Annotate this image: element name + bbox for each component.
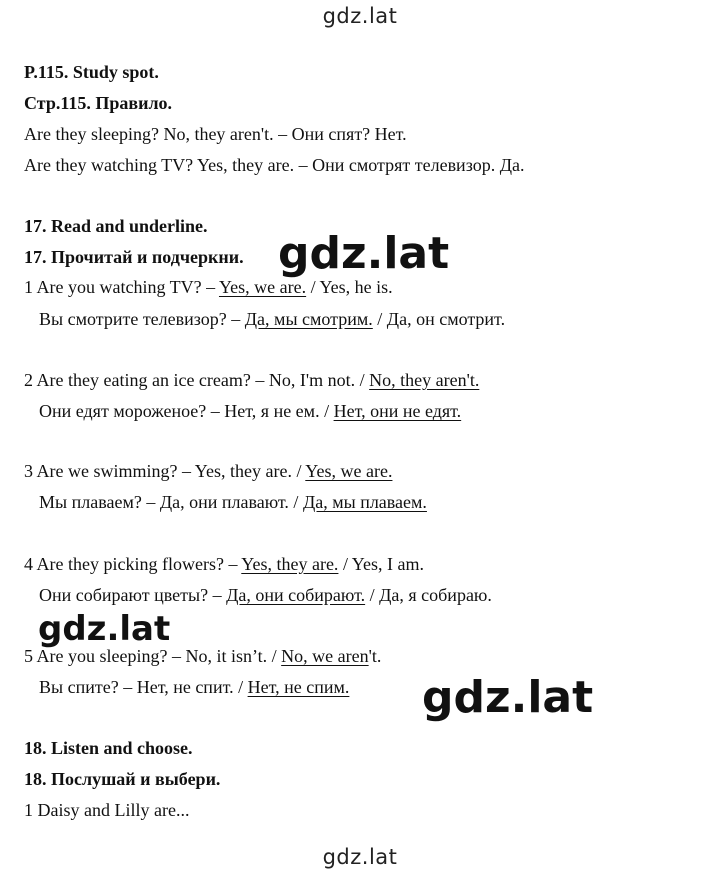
answer-underline: Нет, они не едят.: [333, 401, 462, 421]
ex18-heading-ru: 18. Послушай и выбери.: [24, 769, 221, 789]
ex17-item-1-ru: Вы смотрите телевизор? – Да, мы смотрим. / Да, он смотрит.: [39, 309, 506, 329]
study-spot-line-2: Are they watching TV? Yes, they are. – Они смотрят телевизор. Да.: [24, 155, 525, 175]
answer-underline: Нет, не спим.: [247, 677, 350, 697]
ex17-heading-ru: 17. Прочитай и подчеркни.: [24, 247, 244, 267]
answer-underline: Yes, we are.: [305, 461, 393, 481]
answer-underline: Yes, they are.: [241, 554, 339, 574]
ex17-item-5-en: 5 Are you sleeping? – No, it isn’t. / No, we aren't.: [24, 646, 382, 666]
ex18-heading-en: 18. Listen and choose.: [24, 738, 193, 758]
answer-underline: Yes, we are.: [218, 277, 307, 297]
answer-underline: No, we aren: [281, 646, 369, 666]
answer-underline: Да, мы смотрим.: [244, 309, 373, 329]
answer-underline: Да, они собирают.: [226, 585, 366, 605]
study-spot-heading-ru: Стр.115. Правило.: [24, 93, 173, 113]
ex17-heading-en: 17. Read and underline.: [24, 216, 208, 236]
ex17-item-2-ru: Они едят мороженое? – Нет, я не ем. / Нет, они не едят.: [39, 401, 462, 421]
answer-underline: No, they aren't.: [369, 370, 480, 390]
watermark-large: gdz.lat: [278, 228, 450, 279]
ex17-item-3-ru: Мы плаваем? – Да, они плавают. / Да, мы плаваем.: [39, 492, 427, 512]
ex18-line-1: 1 Daisy and Lilly are...: [24, 800, 190, 820]
watermark-top: gdz.lat: [322, 4, 398, 28]
ex17-item-5-ru: Вы спите? – Нет, не спит. / Нет, не спим.: [39, 677, 350, 697]
ex17-item-4-ru: Они собирают цветы? – Да, они собирают. / Да, я собираю.: [39, 585, 492, 605]
ex17-item-3-en: 3 Are we swimming? – Yes, they are. / Yes, we are.: [24, 461, 393, 481]
ex17-item-1-en: 1 Are you watching TV? – Yes, we are. / Yes, he is.: [24, 277, 393, 297]
watermark-large: gdz.lat: [422, 672, 594, 723]
watermark-bottom: gdz.lat: [322, 845, 398, 869]
study-spot-heading-en: P.115. Study spot.: [24, 62, 159, 82]
study-spot-line-1: Are they sleeping? No, they aren't. – Они спят? Нет.: [24, 124, 407, 144]
answer-underline: Да, мы плаваем.: [302, 492, 427, 512]
ex17-item-2-en: 2 Are they eating an ice cream? – No, I'm not. / No, they aren't.: [24, 370, 480, 390]
watermark-large: gdz.lat: [38, 609, 171, 649]
ex17-item-4-en: 4 Are they picking flowers? – Yes, they are. / Yes, I am.: [24, 554, 424, 574]
